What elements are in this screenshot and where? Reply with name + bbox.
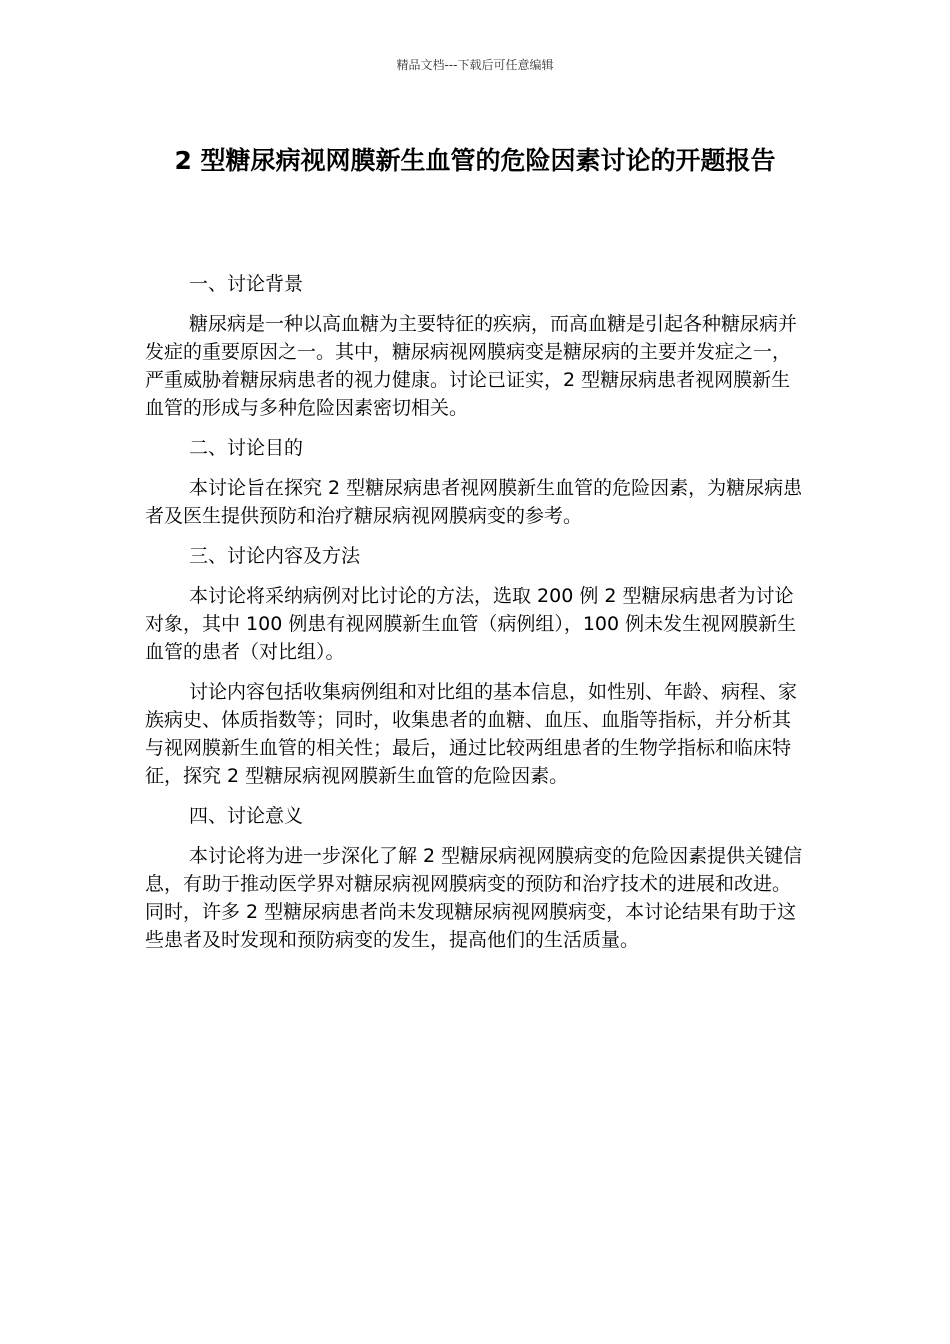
page-header: 精品文档---下载后可任意编辑 bbox=[396, 58, 554, 72]
section-paragraph: 糖尿病是一种以高血糖为主要特征的疾病，而高血糖是引起各种糖尿病并发症的重要原因之一。其中，糖尿病视网膜病变是糖尿病的主要并发症之一，严重威胁着糖尿病患者的视力健康。讨论已证实，2 型糖尿病患者视网膜新生血管的形成与多种危险因素密切相关。 bbox=[145, 313, 798, 419]
section-heading: 四、讨论意义 bbox=[189, 805, 304, 827]
section-background bbox=[145, 270, 805, 422]
section-significance bbox=[145, 802, 805, 954]
section-heading: 二、讨论目的 bbox=[189, 437, 304, 459]
section-paragraph: 本讨论将为进一步深化了解 2 型糖尿病视网膜病变的危险因素提供关键信息，有助于推动医学界对糖尿病视网膜病变的预防和治疗技术的进展和改进。同时，许多 2 型糖尿病患者尚未发现糖尿病视网膜病变，本讨论结果有助于这些患者及时发现和预防病变的发生，提高他们的生活质量。 bbox=[145, 845, 803, 951]
section-paragraph: 本讨论将采纳病例对比讨论的方法，选取 200 例 2 型糖尿病患者为讨论对象，其中 100 例患有视网膜新生血管（病例组），100 例未发生视网膜新生血管的患者（对比组）。 bbox=[145, 585, 797, 663]
section-purpose bbox=[145, 434, 805, 530]
section-paragraph: 讨论内容包括收集病例组和对比组的基本信息，如性别、年龄、病程、家族病史、体质指数等；同时，收集患者的血糖、血压、血脂等指标，并分析其与视网膜新生血管的相关性；最后，通过比较两组患者的生物学指标和临床特征，探究 2 型糖尿病视网膜新生血管的危险因素。 bbox=[145, 681, 798, 787]
section-paragraph: 本讨论旨在探究 2 型糖尿病患者视网膜新生血管的危险因素，为糖尿病患者及医生提供预防和治疗糖尿病视网膜病变的参考。 bbox=[145, 477, 803, 527]
section-heading: 一、讨论背景 bbox=[189, 273, 304, 295]
section-methods bbox=[145, 542, 805, 790]
document-title: 2 型糖尿病视网膜新生血管的危险因素讨论的开题报告 bbox=[174, 146, 776, 175]
document-body bbox=[145, 270, 805, 966]
section-heading: 三、讨论内容及方法 bbox=[189, 545, 361, 567]
